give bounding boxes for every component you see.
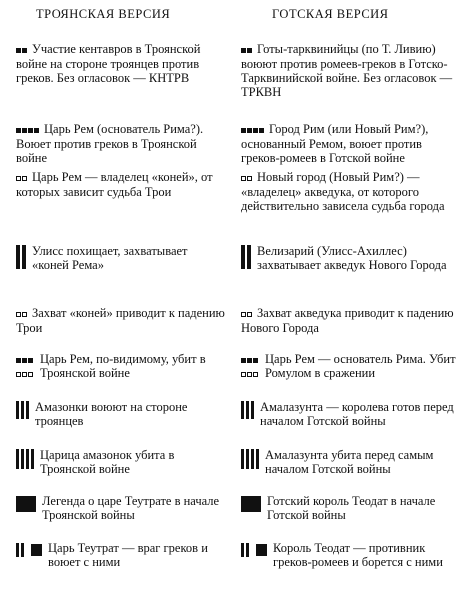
row-9-right-text: Готский король Теодат в начале Готской войны — [267, 494, 436, 522]
row-1-left — [16, 42, 226, 85]
row-10-right-text: Король Теодат — противник греков-ромеев и борется с ними — [273, 541, 443, 569]
filled-block-marker-icon — [241, 496, 261, 512]
row-7-right-text: Амалазунта — королева готов перед началом Готской войны — [260, 400, 454, 428]
double-bar-marker-icon — [16, 245, 26, 269]
row-3-right-text: Новый город (Новый Рим?) — «владелец» акведука, от которого действительно зависела судьба города — [241, 170, 445, 214]
row-4-right — [241, 244, 463, 272]
row-5-right — [241, 306, 463, 335]
row-1-right-text: Готы-тарквинийцы (по Т. Ливию) воюют против ромеев-греков в Готско-Тарквинийской войне. Без огласовок — ТРКВН — [241, 42, 453, 100]
row-9-right — [241, 494, 463, 522]
quad-filled-square-marker-icon — [16, 123, 40, 137]
row-3-left — [16, 170, 226, 199]
row-5-right-text: Захват акведука приводит к падению Нового Города — [241, 306, 454, 336]
row-8-right-text: Амалазунта убита перед самым началом Готской войны — [265, 448, 434, 476]
double-filled-square-marker-icon — [241, 43, 253, 57]
row-3-right — [241, 170, 463, 213]
row-7-left — [16, 400, 226, 428]
double-bar-marker-icon — [241, 245, 251, 269]
double-bar-and-block-marker-icon — [241, 543, 267, 557]
right-column-header: ГОТСКАЯ ВЕРСИЯ — [272, 7, 389, 21]
triple-filled-triple-hollow-marker-icon — [241, 353, 259, 381]
quad-bar-marker-icon — [16, 449, 34, 469]
row-7-left-text: Амазонки воюют на стороне троянцев — [35, 400, 188, 428]
triple-filled-triple-hollow-marker-icon — [16, 353, 34, 381]
row-1-left-text: Участие кентавров в Троянской войне на стороне троянцев против греков. Без огласовок — КНТРВ — [16, 42, 201, 86]
row-2-right — [241, 122, 463, 165]
row-2-left — [16, 122, 226, 165]
row-10-left-text: Царь Теутрат — враг греков и воюет с ними — [48, 541, 208, 569]
row-6-right — [241, 352, 463, 381]
row-6-right-text: Царь Рем — основатель Рима. Убит Ромулом в сражении — [265, 352, 456, 380]
row-9-left-text: Легенда о царе Теутрате в начале Троянской войны — [42, 494, 220, 522]
row-3-left-text: Царь Рем — владелец «коней», от которых зависит судьба Трои — [16, 170, 213, 200]
row-2-right-text: Город Рим (или Новый Рим?), основанный Ремом, воюет против греков-ромеев в Готской войне — [241, 122, 429, 166]
left-column-header: ТРОЯНСКАЯ ВЕРСИЯ — [36, 7, 171, 21]
row-4-left-text: Улисс похищает, захватывает «коней Рема» — [32, 244, 188, 272]
row-8-left — [16, 448, 226, 476]
row-5-left — [16, 306, 226, 335]
row-7-right — [241, 400, 463, 428]
double-hollow-square-marker-icon — [241, 171, 253, 185]
row-10-left — [16, 541, 226, 569]
row-5-left-text: Захват «коней» приводит к падению Трои — [16, 306, 225, 336]
triple-bar-marker-icon — [241, 401, 254, 419]
row-6-left — [16, 352, 226, 381]
triple-bar-marker-icon — [16, 401, 29, 419]
row-9-left — [16, 494, 226, 522]
quad-filled-square-marker-icon — [241, 123, 265, 137]
row-6-left-text: Царь Рем, по-видимому, убит в Троянской войне — [40, 352, 206, 380]
double-filled-square-marker-icon — [16, 43, 28, 57]
row-8-right — [241, 448, 463, 476]
quad-bar-marker-icon — [241, 449, 259, 469]
row-4-left — [16, 244, 226, 272]
double-hollow-square-marker-icon — [16, 307, 28, 321]
row-1-right — [241, 42, 463, 99]
double-bar-and-block-marker-icon — [16, 543, 42, 557]
row-4-right-text: Велизарий (Улисс-Ахиллес) захватывает акведук Нового Города — [257, 244, 447, 272]
row-10-right — [241, 541, 463, 569]
row-2-left-text: Царь Рем (основатель Рима?). Воюет против греков в Троянской войне — [16, 122, 204, 166]
double-hollow-square-marker-icon — [241, 307, 253, 321]
filled-block-marker-icon — [16, 496, 36, 512]
double-hollow-square-marker-icon — [16, 171, 28, 185]
row-8-left-text: Царица амазонок убита в Троянской войне — [40, 448, 175, 476]
